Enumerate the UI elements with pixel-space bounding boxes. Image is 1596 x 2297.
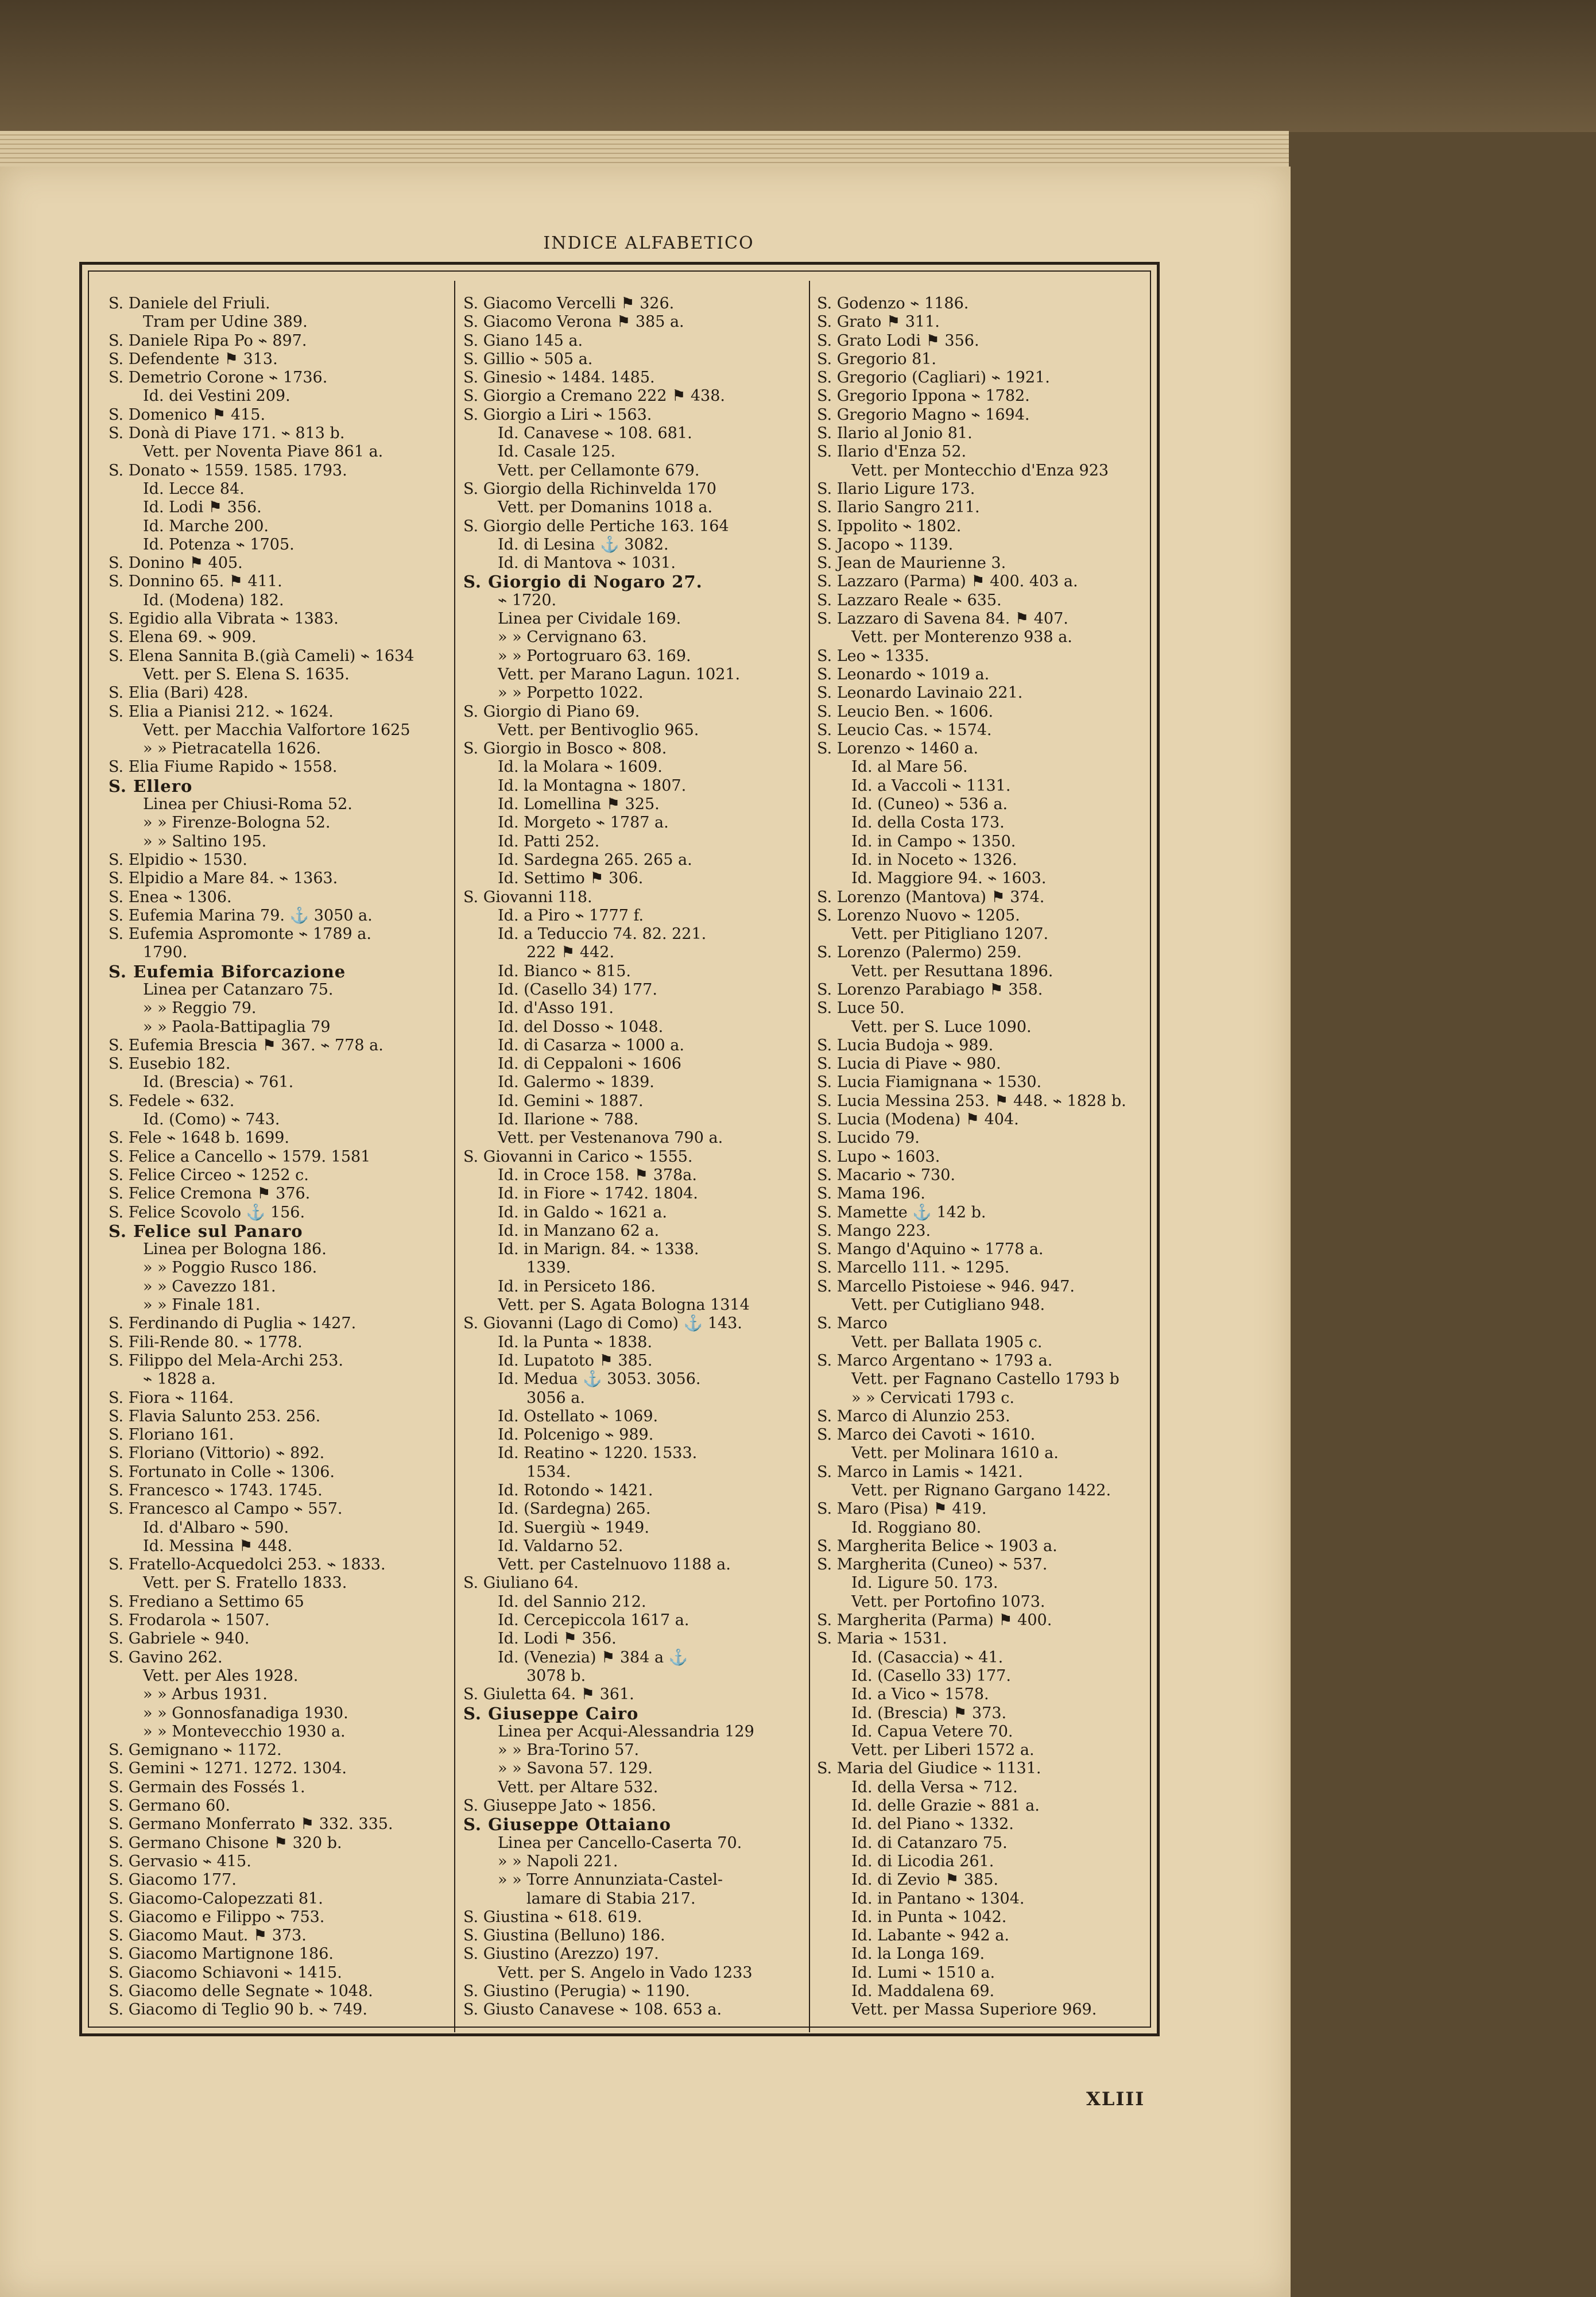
index-entry: S. Ilario al Jonio 81. bbox=[817, 424, 973, 443]
index-entry: S. Gregorio Ippona ⌁ 1782. bbox=[817, 387, 1030, 405]
index-entry: Id. Suergiù ⌁ 1949. bbox=[498, 1518, 649, 1537]
index-entry: S. Lazzaro Reale ⌁ 635. bbox=[817, 591, 1002, 609]
background-surface bbox=[0, 0, 1596, 132]
index-entry: Id. la Molara ⌁ 1609. bbox=[498, 758, 663, 776]
index-entry: S. Germano 60. bbox=[109, 1797, 231, 1815]
index-entry: Linea per Bologna 186. bbox=[143, 1240, 327, 1259]
index-entry: Id. Polcenigo ⌁ 989. bbox=[498, 1426, 654, 1444]
index-entry: S. Felice Circeo ⌁ 1252 c. bbox=[109, 1166, 309, 1184]
index-entry: Id. Cercepiccola 1617 a. bbox=[498, 1611, 689, 1630]
index-entry: Id. Galermo ⌁ 1839. bbox=[498, 1073, 654, 1092]
index-frame bbox=[79, 262, 1160, 2036]
index-entry: Id. di Catanzaro 75. bbox=[851, 1834, 1008, 1852]
index-entry: Vett. per Monterenzo 938 a. bbox=[851, 628, 1072, 647]
index-entry: S. Enea ⌁ 1306. bbox=[109, 888, 232, 906]
index-entry: S. Giustina (Belluno) 186. bbox=[463, 1927, 665, 1945]
index-entry: Id. Ligure 50. 173. bbox=[851, 1574, 998, 1592]
index-entry: Vett. per Molinara 1610 a. bbox=[851, 1444, 1059, 1463]
index-entry: Vett. per S. Elena S. 1635. bbox=[143, 665, 350, 683]
index-entry: Id. Lodi ⚑ 356. bbox=[498, 1630, 617, 1648]
index-entry: Id. Messina ⚑ 448. bbox=[143, 1537, 293, 1555]
index-entry: » » Poggio Rusco 186. bbox=[143, 1259, 317, 1277]
index-entry: Id. (Venezia) ⚑ 384 a ⚓ bbox=[498, 1648, 688, 1666]
index-entry: Id. Lupatoto ⚑ 385. bbox=[498, 1351, 653, 1370]
index-entry: » » Portogruaro 63. 169. bbox=[498, 647, 691, 665]
index-entry: S. Grato Lodi ⚑ 356. bbox=[817, 331, 979, 350]
page-number: XLIII bbox=[1086, 2088, 1145, 2110]
index-entry: Vett. per Altare 532. bbox=[498, 1778, 658, 1796]
index-entry: S. Giuseppe Jato ⌁ 1856. bbox=[463, 1797, 656, 1815]
index-entry: S. Leonardo Lavinaio 221. bbox=[817, 684, 1023, 702]
index-entry: S. Giorgio di Piano 69. bbox=[463, 702, 640, 721]
index-entry: S. Giorgio della Richinvelda 170 bbox=[463, 479, 716, 498]
index-entry: Id. a Vico ⌁ 1578. bbox=[851, 1685, 989, 1704]
index-entry: Vett. per Marano Lagun. 1021. bbox=[498, 665, 741, 683]
index-entry: Id. Lecce 84. bbox=[143, 479, 245, 498]
index-entry: Id. Ilarione ⌁ 788. bbox=[498, 1111, 639, 1129]
index-entry: S. Ilario d'Enza 52. bbox=[817, 443, 967, 461]
index-entry: Id. (Brescia) ⚑ 373. bbox=[851, 1704, 1007, 1722]
index-entry: S. Gabriele ⌁ 940. bbox=[109, 1630, 250, 1648]
index-entry: Id. la Punta ⌁ 1838. bbox=[498, 1333, 653, 1351]
index-entry: S. Margherita Belice ⌁ 1903 a. bbox=[817, 1537, 1057, 1555]
index-entry: S. Filippo del Mela-Archi 253. bbox=[109, 1351, 343, 1370]
index-column-3 bbox=[817, 295, 1158, 2029]
index-entry: S. Leo ⌁ 1335. bbox=[817, 647, 929, 665]
index-entry: lamare di Stabia 217. bbox=[526, 1889, 696, 1908]
index-entry: S. Ginesio ⌁ 1484. 1485. bbox=[463, 369, 655, 387]
index-entry: S. Ferdinando di Puglia ⌁ 1427. bbox=[109, 1314, 357, 1333]
index-entry: Tram per Udine 389. bbox=[143, 313, 308, 331]
index-entry: S. Lorenzo Nuovo ⌁ 1205. bbox=[817, 906, 1020, 925]
index-entry: S. Mamette ⚓ 142 b. bbox=[817, 1203, 986, 1221]
index-entry: S. Elena 69. ⌁ 909. bbox=[109, 628, 257, 647]
index-entry: S. Leonardo ⌁ 1019 a. bbox=[817, 665, 990, 683]
index-entry: S. Felice Cremona ⚑ 376. bbox=[109, 1185, 311, 1203]
index-entry: Id. Valdarno 52. bbox=[498, 1537, 623, 1555]
index-entry: S. Lorenzo Parabiago ⚑ 358. bbox=[817, 980, 1043, 999]
index-entry: Vett. per Noventa Piave 861 a. bbox=[143, 443, 383, 461]
index-entry: 3078 b. bbox=[526, 1666, 586, 1685]
index-entry: 1339. bbox=[526, 1259, 571, 1277]
index-column-1 bbox=[109, 295, 447, 2029]
index-entry: S. Flavia Salunto 253. 256. bbox=[109, 1407, 321, 1425]
index-entry: S. Felice a Cancello ⌁ 1579. 1581 bbox=[109, 1147, 371, 1166]
index-entry: Vett. per Cutigliano 948. bbox=[851, 1296, 1045, 1314]
index-entry: Id. Settimo ⚑ 306. bbox=[498, 869, 644, 888]
index-entry: Id. Maggiore 94. ⌁ 1603. bbox=[851, 869, 1047, 888]
index-entry: Id. dei Vestini 209. bbox=[143, 387, 290, 405]
index-heading: S. Giorgio di Nogaro 27. bbox=[463, 573, 703, 591]
index-entry: Id. di Mantova ⌁ 1031. bbox=[498, 554, 676, 573]
index-entry: Vett. per Domanins 1018 a. bbox=[498, 498, 713, 517]
index-entry: Id. (Brescia) ⌁ 761. bbox=[143, 1073, 294, 1092]
index-entry: Linea per Catanzaro 75. bbox=[143, 980, 334, 999]
index-entry: Id. della Versa ⌁ 712. bbox=[851, 1778, 1018, 1796]
index-entry: S. Maria del Giudice ⌁ 1131. bbox=[817, 1760, 1041, 1778]
index-entry: S. Marco in Lamis ⌁ 1421. bbox=[817, 1463, 1023, 1481]
index-entry: S. Donino ⚑ 405. bbox=[109, 554, 243, 573]
index-entry: » » Pietracatella 1626. bbox=[143, 740, 321, 758]
index-entry: S. Domenico ⚑ 415. bbox=[109, 405, 266, 424]
index-entry: Id. Maddalena 69. bbox=[851, 1982, 995, 2001]
index-entry: S. Donato ⌁ 1559. 1585. 1793. bbox=[109, 461, 347, 479]
index-entry: S. Luce 50. bbox=[817, 999, 905, 1018]
index-entry: S. Giorgio in Bosco ⌁ 808. bbox=[463, 740, 667, 758]
index-entry: S. Giorgio a Liri ⌁ 1563. bbox=[463, 405, 652, 424]
index-entry: » » Montevecchio 1930 a. bbox=[143, 1722, 346, 1741]
index-entry: S. Giusto Canavese ⌁ 108. 653 a. bbox=[463, 2001, 722, 2019]
index-entry: Id. (Modena) 182. bbox=[143, 591, 284, 609]
index-entry: S. Margherita (Parma) ⚑ 400. bbox=[817, 1611, 1052, 1630]
index-heading: S. Giuseppe Ottaiano bbox=[463, 1815, 671, 1834]
index-entry: Id. la Montagna ⌁ 1807. bbox=[498, 776, 687, 795]
index-entry: Id. di Lesina ⚓ 3082. bbox=[498, 535, 669, 554]
index-entry: S. Donà di Piave 171. ⌁ 813 b. bbox=[109, 424, 345, 443]
index-entry: S. Germain des Fossés 1. bbox=[109, 1778, 305, 1796]
index-entry: S. Felice Scovolo ⚓ 156. bbox=[109, 1203, 305, 1221]
index-entry: S. Giacomo Maut. ⚑ 373. bbox=[109, 1927, 307, 1945]
index-entry: Id. di Zevio ⚑ 385. bbox=[851, 1871, 998, 1889]
index-entry: S. Daniele del Friuli. bbox=[109, 295, 270, 312]
index-entry: S. Gregorio (Cagliari) ⌁ 1921. bbox=[817, 369, 1050, 387]
page-header: INDICE ALFABETICO bbox=[543, 233, 754, 253]
index-entry: Id. Gemini ⌁ 1887. bbox=[498, 1092, 644, 1110]
index-entry: Id. in Noceto ⌁ 1326. bbox=[851, 850, 1017, 869]
index-entry: S. Gervasio ⌁ 415. bbox=[109, 1852, 251, 1870]
index-entry: » » Porpetto 1022. bbox=[498, 684, 644, 702]
index-entry: S. Giuletta 64. ⚑ 361. bbox=[463, 1685, 634, 1704]
index-entry: S. Lorenzo (Mantova) ⚑ 374. bbox=[817, 888, 1045, 906]
index-entry: S. Lucia Fiamignana ⌁ 1530. bbox=[817, 1073, 1042, 1092]
index-entry: S. Giustino (Arezzo) 197. bbox=[463, 1945, 659, 1963]
index-entry: S. Fili-Rende 80. ⌁ 1778. bbox=[109, 1333, 303, 1351]
index-entry: S. Francesco ⌁ 1743. 1745. bbox=[109, 1482, 323, 1499]
index-entry: Id. in Manzano 62 a. bbox=[498, 1221, 660, 1240]
index-entry: S. Giacomo-Calopezzati 81. bbox=[109, 1889, 323, 1908]
index-entry: S. Eufemia Marina 79. ⚓ 3050 a. bbox=[109, 906, 373, 925]
index-entry: S. Giacomo delle Segnate ⌁ 1048. bbox=[109, 1982, 373, 2001]
index-entry: Id. in Campo ⌁ 1350. bbox=[851, 832, 1016, 850]
index-entry: S. Eusebio 182. bbox=[109, 1055, 231, 1073]
index-entry: Id. a Piro ⌁ 1777 f. bbox=[498, 906, 644, 925]
index-entry: 3056 a. bbox=[526, 1389, 585, 1407]
index-entry: Vett. per Pitigliano 1207. bbox=[851, 925, 1049, 943]
index-entry: S. Giovanni 118. bbox=[463, 888, 592, 906]
index-entry: » » Gonnosfanadiga 1930. bbox=[143, 1704, 348, 1722]
index-entry: S. Lucia Messina 253. ⚑ 448. ⌁ 1828 b. bbox=[817, 1092, 1126, 1110]
index-entry: S. Giorgio a Cremano 222 ⚑ 438. bbox=[463, 387, 725, 405]
index-entry: Id. del Piano ⌁ 1332. bbox=[851, 1815, 1014, 1834]
index-entry: Id. di Ceppaloni ⌁ 1606 bbox=[498, 1055, 681, 1073]
index-entry: Id. di Casarza ⌁ 1000 a. bbox=[498, 1036, 684, 1054]
index-entry: » » Cervignano 63. bbox=[498, 628, 647, 647]
index-entry: Vett. per Portofino 1073. bbox=[851, 1592, 1045, 1611]
index-entry: S. Leucio Ben. ⌁ 1606. bbox=[817, 702, 994, 721]
index-entry: Id. in Persiceto 186. bbox=[498, 1277, 656, 1296]
index-entry: S. Marco dei Cavoti ⌁ 1610. bbox=[817, 1426, 1036, 1444]
index-entry: Id. in Galdo ⌁ 1621 a. bbox=[498, 1203, 667, 1221]
index-entry: S. Gregorio Magno ⌁ 1694. bbox=[817, 405, 1030, 424]
index-entry: S. Gregorio 81. bbox=[817, 350, 937, 368]
index-entry: S. Defendente ⚑ 313. bbox=[109, 350, 278, 368]
column-divider bbox=[809, 281, 810, 2032]
index-entry: Id. Reatino ⌁ 1220. 1533. bbox=[498, 1444, 698, 1463]
index-entry: S. Giuliano 64. bbox=[463, 1574, 579, 1592]
index-entry: 1534. bbox=[526, 1463, 571, 1481]
index-entry: Vett. per S. Agata Bologna 1314 bbox=[498, 1296, 750, 1314]
index-entry: S. Macario ⌁ 730. bbox=[817, 1166, 955, 1184]
index-entry: Vett. per Montecchio d'Enza 923 bbox=[851, 461, 1109, 479]
index-entry: S. Fortunato in Colle ⌁ 1306. bbox=[109, 1463, 335, 1481]
index-entry: Id. d'Albaro ⌁ 590. bbox=[143, 1518, 289, 1537]
index-entry: S. Francesco al Campo ⌁ 557. bbox=[109, 1500, 343, 1518]
index-entry: Id. (Sardegna) 265. bbox=[498, 1500, 651, 1518]
index-heading: S. Giuseppe Cairo bbox=[463, 1704, 639, 1723]
index-entry: » » Firenze-Bologna 52. bbox=[143, 814, 331, 832]
index-entry: 222 ⚑ 442. bbox=[526, 943, 615, 962]
index-entry: S. Demetrio Corone ⌁ 1736. bbox=[109, 369, 328, 387]
index-entry: S. Grato ⚑ 311. bbox=[817, 313, 940, 331]
index-entry: Id. a Teduccio 74. 82. 221. bbox=[498, 925, 707, 943]
index-entry: S. Floriano (Vittorio) ⌁ 892. bbox=[109, 1444, 325, 1463]
index-entry: Id. (Casaccia) ⌁ 41. bbox=[851, 1648, 1004, 1666]
column-divider bbox=[454, 281, 455, 2032]
index-entry: S. Floriano 161. bbox=[109, 1426, 234, 1444]
index-entry: Vett. per Bentivoglio 965. bbox=[498, 721, 699, 739]
index-entry: Vett. per Castelnuovo 1188 a. bbox=[498, 1556, 731, 1574]
index-entry: S. Marco bbox=[817, 1314, 888, 1333]
index-entry: S. Eufemia Brescia ⚑ 367. ⌁ 778 a. bbox=[109, 1036, 383, 1054]
index-entry: Id. Ostellato ⌁ 1069. bbox=[498, 1407, 658, 1425]
index-heading: S. Eufemia Biforcazione bbox=[109, 962, 346, 981]
index-entry: S. Daniele Ripa Po ⌁ 897. bbox=[109, 331, 307, 350]
index-entry: Id. Lomellina ⚑ 325. bbox=[498, 795, 660, 814]
index-entry: » » Bra-Torino 57. bbox=[498, 1741, 640, 1760]
index-entry: ⌁ 1828 a. bbox=[143, 1370, 216, 1389]
index-entry: S. Fiora ⌁ 1164. bbox=[109, 1389, 234, 1407]
index-entry: S. Fele ⌁ 1648 b. 1699. bbox=[109, 1129, 290, 1147]
index-entry: Id. Lumi ⌁ 1510 a. bbox=[851, 1963, 995, 1982]
index-entry: S. Maro (Pisa) ⚑ 419. bbox=[817, 1500, 987, 1518]
index-entry: Id. del Dosso ⌁ 1048. bbox=[498, 1018, 664, 1036]
index-entry: Vett. per Rignano Gargano 1422. bbox=[851, 1482, 1111, 1499]
index-frame-inner bbox=[88, 270, 1151, 2028]
index-entry: S. Lazzaro di Savena 84. ⚑ 407. bbox=[817, 610, 1068, 628]
index-entry: Id. in Croce 158. ⚑ 378a. bbox=[498, 1166, 697, 1184]
index-entry: S. Fedele ⌁ 632. bbox=[109, 1092, 235, 1110]
index-entry: » » Cervicati 1793 c. bbox=[851, 1389, 1014, 1407]
index-entry: Linea per Chiusi-Roma 52. bbox=[143, 795, 352, 814]
index-entry: Id. Bianco ⌁ 815. bbox=[498, 962, 631, 980]
index-entry: S. Giacomo Vercelli ⚑ 326. bbox=[463, 295, 675, 312]
index-entry: S. Lorenzo ⌁ 1460 a. bbox=[817, 740, 979, 758]
index-entry: Id. la Longa 169. bbox=[851, 1945, 985, 1963]
index-entry: S. Germano Monferrato ⚑ 332. 335. bbox=[109, 1815, 393, 1834]
index-entry: Vett. per Vestenanova 790 a. bbox=[498, 1129, 723, 1147]
index-entry: » » Savona 57. 129. bbox=[498, 1760, 653, 1778]
index-entry: S. Lupo ⌁ 1603. bbox=[817, 1147, 940, 1166]
index-entry: S. Marcello Pistoiese ⌁ 946. 947. bbox=[817, 1277, 1075, 1296]
index-entry: S. Elia Fiume Rapido ⌁ 1558. bbox=[109, 758, 338, 776]
index-entry: » » Napoli 221. bbox=[498, 1852, 618, 1870]
index-entry: Vett. per Cellamonte 679. bbox=[498, 461, 700, 479]
index-entry: » » Paola-Battipaglia 79 bbox=[143, 1018, 331, 1036]
index-entry: S. Germano Chisone ⚑ 320 b. bbox=[109, 1834, 342, 1852]
index-entry: S. Ippolito ⌁ 1802. bbox=[817, 517, 962, 535]
index-entry: S. Elena Sannita B.(già Cameli) ⌁ 1634 bbox=[109, 647, 415, 665]
index-entry: Id. Potenza ⌁ 1705. bbox=[143, 535, 295, 554]
index-entry: S. Jean de Maurienne 3. bbox=[817, 554, 1006, 573]
index-entry: Id. (Casello 33) 177. bbox=[851, 1666, 1011, 1685]
index-entry: Id. al Mare 56. bbox=[851, 758, 968, 776]
index-entry: S. Leucio Cas. ⌁ 1574. bbox=[817, 721, 992, 739]
index-entry: » » Saltino 195. bbox=[143, 832, 267, 850]
index-entry: Id. Medua ⚓ 3053. 3056. bbox=[498, 1370, 701, 1389]
index-entry: S. Elpidio a Mare 84. ⌁ 1363. bbox=[109, 869, 338, 888]
index-entry: Id. in Pantano ⌁ 1304. bbox=[851, 1889, 1025, 1908]
index-entry: Id. Patti 252. bbox=[498, 832, 600, 850]
index-entry: S. Donnino 65. ⚑ 411. bbox=[109, 573, 282, 591]
index-entry: S. Giacomo Verona ⚑ 385 a. bbox=[463, 313, 684, 331]
index-entry: Vett. per Fagnano Castello 1793 b bbox=[851, 1370, 1119, 1389]
index-entry: S. Lucido 79. bbox=[817, 1129, 920, 1147]
index-entry: S. Marco Argentano ⌁ 1793 a. bbox=[817, 1351, 1053, 1370]
index-entry: » » Torre Annunziata-Castel- bbox=[498, 1871, 723, 1889]
index-entry: S. Gavino 262. bbox=[109, 1648, 223, 1666]
index-entry: S. Giorgio delle Pertiche 163. 164 bbox=[463, 517, 729, 535]
index-entry: Vett. per S. Luce 1090. bbox=[851, 1018, 1032, 1036]
book-page bbox=[0, 167, 1291, 2297]
index-entry: S. Giacomo Martignone 186. bbox=[109, 1945, 334, 1963]
index-entry: ⌁ 1720. bbox=[498, 591, 557, 609]
index-entry: S. Maria ⌁ 1531. bbox=[817, 1630, 947, 1648]
index-entry: S. Giacomo Schiavoni ⌁ 1415. bbox=[109, 1963, 342, 1982]
index-entry: S. Eufemia Aspromonte ⌁ 1789 a. bbox=[109, 925, 371, 943]
index-entry: Id. (Cuneo) ⌁ 536 a. bbox=[851, 795, 1008, 814]
index-entry: Id. Labante ⌁ 942 a. bbox=[851, 1927, 1009, 1945]
index-entry: Id. Canavese ⌁ 108. 681. bbox=[498, 424, 692, 443]
index-entry: S. Giacomo di Teglio 90 b. ⌁ 749. bbox=[109, 2001, 367, 2019]
index-entry: S. Mango 223. bbox=[817, 1221, 931, 1240]
index-entry: S. Lazzaro (Parma) ⚑ 400. 403 a. bbox=[817, 573, 1078, 591]
index-entry: Id. Marche 200. bbox=[143, 517, 269, 535]
index-entry: S. Giovanni in Carico ⌁ 1555. bbox=[463, 1147, 693, 1166]
index-entry: S. Lorenzo (Palermo) 259. bbox=[817, 943, 1022, 962]
index-heading: S. Ellero bbox=[109, 776, 193, 796]
index-entry: Linea per Cividale 169. bbox=[498, 610, 681, 628]
index-entry: Vett. per Massa Superiore 969. bbox=[851, 2001, 1097, 2019]
index-column-2 bbox=[463, 295, 802, 2029]
index-entry: Id. Rotondo ⌁ 1421. bbox=[498, 1482, 653, 1499]
index-entry: S. Giovanni (Lago di Como) ⚓ 143. bbox=[463, 1314, 742, 1333]
index-entry: » » Reggio 79. bbox=[143, 999, 257, 1018]
index-entry: S. Frediano a Settimo 65 bbox=[109, 1592, 304, 1611]
index-entry: S. Egidio alla Vibrata ⌁ 1383. bbox=[109, 610, 339, 628]
index-entry: Vett. per Macchia Valfortore 1625 bbox=[143, 721, 410, 739]
index-entry: Id. Lodi ⚑ 356. bbox=[143, 498, 262, 517]
index-entry: S. Ilario Sangro 211. bbox=[817, 498, 980, 517]
index-entry: Id. Casale 125. bbox=[498, 443, 616, 461]
index-entry: Id. (Casello 34) 177. bbox=[498, 980, 657, 999]
index-entry: S. Godenzo ⌁ 1186. bbox=[817, 295, 969, 312]
index-entry: Id. Roggiano 80. bbox=[851, 1518, 982, 1537]
index-entry: S. Giacomo e Filippo ⌁ 753. bbox=[109, 1908, 325, 1926]
index-entry: S. Elia (Bari) 428. bbox=[109, 684, 249, 702]
index-entry: » » Finale 181. bbox=[143, 1296, 261, 1314]
index-entry: S. Marcello 111. ⌁ 1295. bbox=[817, 1259, 1010, 1277]
index-entry: Id. Capua Vetere 70. bbox=[851, 1722, 1013, 1741]
index-entry: » » Arbus 1931. bbox=[143, 1685, 268, 1704]
index-entry: S. Gemini ⌁ 1271. 1272. 1304. bbox=[109, 1760, 347, 1778]
index-entry: S. Jacopo ⌁ 1139. bbox=[817, 535, 954, 554]
index-entry: Id. a Vaccoli ⌁ 1131. bbox=[851, 776, 1011, 795]
index-entry: S. Gemignano ⌁ 1172. bbox=[109, 1741, 282, 1760]
index-entry: S. Lucia (Modena) ⚑ 404. bbox=[817, 1111, 1019, 1129]
index-entry: 1790. bbox=[143, 943, 188, 962]
index-entry: Vett. per S. Fratello 1833. bbox=[143, 1574, 347, 1592]
index-entry: S. Ilario Ligure 173. bbox=[817, 479, 975, 498]
index-entry: Linea per Acqui-Alessandria 129 bbox=[498, 1722, 754, 1741]
index-entry: Id. in Fiore ⌁ 1742. 1804. bbox=[498, 1185, 698, 1203]
index-entry: Id. in Marign. 84. ⌁ 1338. bbox=[498, 1240, 699, 1259]
index-entry: S. Giano 145 a. bbox=[463, 331, 583, 350]
index-entry: Id. del Sannio 212. bbox=[498, 1592, 646, 1611]
index-entry: S. Giustina ⌁ 618. 619. bbox=[463, 1908, 642, 1926]
index-entry: Id. (Como) ⌁ 743. bbox=[143, 1111, 280, 1129]
index-entry: S. Margherita (Cuneo) ⌁ 537. bbox=[817, 1556, 1048, 1574]
index-entry: S. Lucia di Piave ⌁ 980. bbox=[817, 1055, 1001, 1073]
index-entry: S. Fratello-Acquedolci 253. ⌁ 1833. bbox=[109, 1556, 386, 1574]
index-entry: Id. Sardegna 265. 265 a. bbox=[498, 850, 692, 869]
index-entry: Vett. per Liberi 1572 a. bbox=[851, 1741, 1035, 1760]
index-entry: Id. Morgeto ⌁ 1787 a. bbox=[498, 814, 669, 832]
index-entry: S. Elia a Pianisi 212. ⌁ 1624. bbox=[109, 702, 334, 721]
index-entry: S. Elpidio ⌁ 1530. bbox=[109, 850, 247, 869]
index-heading: S. Felice sul Panaro bbox=[109, 1221, 303, 1241]
index-entry: Id. della Costa 173. bbox=[851, 814, 1005, 832]
index-entry: Id. d'Asso 191. bbox=[498, 999, 614, 1018]
index-entry: » » Cavezzo 181. bbox=[143, 1277, 276, 1296]
index-entry: S. Mango d'Aquino ⌁ 1778 a. bbox=[817, 1240, 1044, 1259]
index-entry: S. Mama 196. bbox=[817, 1185, 925, 1203]
index-entry: S. Marco di Alunzio 253. bbox=[817, 1407, 1010, 1425]
index-entry: Id. in Punta ⌁ 1042. bbox=[851, 1908, 1007, 1926]
index-entry: Vett. per S. Angelo in Vado 1233 bbox=[498, 1963, 753, 1982]
index-entry: S. Gillio ⌁ 505 a. bbox=[463, 350, 593, 368]
index-entry: Vett. per Ballata 1905 c. bbox=[851, 1333, 1043, 1351]
index-entry: Linea per Cancello-Caserta 70. bbox=[498, 1834, 742, 1852]
index-entry: Vett. per Resuttana 1896. bbox=[851, 962, 1053, 980]
index-entry: S. Frodarola ⌁ 1507. bbox=[109, 1611, 270, 1630]
index-entry: S. Giustino (Perugia) ⌁ 1190. bbox=[463, 1982, 690, 2001]
index-entry: S. Giacomo 177. bbox=[109, 1871, 237, 1889]
index-entry: Id. delle Grazie ⌁ 881 a. bbox=[851, 1797, 1040, 1815]
index-entry: Vett. per Ales 1928. bbox=[143, 1666, 299, 1685]
index-entry: Id. di Licodia 261. bbox=[851, 1852, 994, 1870]
index-entry: S. Lucia Budoja ⌁ 989. bbox=[817, 1036, 994, 1054]
